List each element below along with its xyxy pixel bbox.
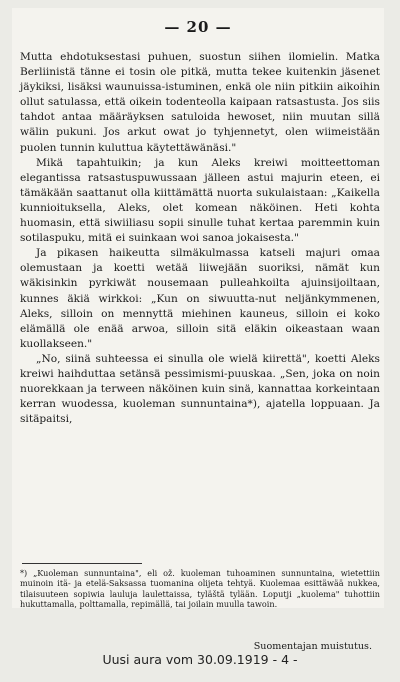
source-caption: Uusi aura vom 30.09.1919 - 4 -: [0, 652, 400, 667]
footnote-text: *) „Kuoleman sunnuntaina", eli ož. kuoleman tuhoaminen sunnuntaina, wietettiin muinoin itä- ja etelä-Saksassa tuomanina olijeta tehtyä. Kuolemaa esittäwää nukkea, tilaisuuteen sopiwia lauluja laulettaissa, tyläštä tylään. Loputji „kuolema" tuhottiin hukuttamalla, polttamalla, repimällä, tai joilain muulla tawoin.: [20, 568, 380, 610]
newspaper-page: [12, 8, 384, 652]
translator-note: Suomentajan muistutus.: [253, 641, 372, 652]
paragraph: Mikä tapahtuikin; ja kun Aleks kreiwi moitteettoman elegantissa ratsastuspuwussaan jälleen astui majurin eteen, ei tämäkään saattanut olla kiittämättä nuorta sukulaistaan: „Kaikella kunnioituksella, Aleks, olet komean näköinen. Heti kohta huomasin, että siwiiliasu sopii sinulle tuhat kertaa paremmin kuin sotilaspuku, mitä ei suinkaan woi sanoa jokaisesta.": [20, 156, 380, 245]
page-number: — 20 —: [164, 18, 232, 36]
article-body: [20, 50, 380, 427]
paragraph: „No, siinä suhteessa ei sinulla ole wielä kiirettä", koetti Aleks kreiwi haihduttaa setänsä pessimismi-puuskaa. „Sen, joka on noin nuorekkaan ja terween näköinen kuin sinä, kannattaa korkeintaan kerran wuodessa, kuoleman sunnuntaina*), ajatella loppuaan. Ja sitäpaitsi,: [20, 352, 380, 426]
paragraph: Ja pikasen haikeutta silmäkulmassa katseli majuri omaa olemustaan ja koetti wetää liiwejään suoriksi, nämät kun wäkisinkin pyrkiwät nousemaan pulleahkoilta ajuinsijoiltaan, kunnes äkiä wirkkoi: „Kun on siwuutta-nut neljänkymmenen, Aleks, silloin on mennyttä miehinen kauneus, silloin ei koko elämällä ole enää arwoa, silloin sitä eläkin oikeastaan waan kuollakseen.": [20, 247, 380, 350]
footnote: [20, 568, 380, 610]
paragraph: Mutta ehdotuksestasi puhuen, suostun siihen ilomielin. Matka Berliinistä tänne ei tosin ole pitkä, mutta tekee kuitenkin jäsenet jäykiksi, lisäksi waunuissa-istuminen, enkä ole niin pitkiin aikoihin ollut satulassa, että oikein todenteolla kaipaan ratsastusta. Jos siis tahdot antaa määräyksen satuloida hewoset, niin muutan sillä wälin pukuni. Jos arkut owat jo tyhjennetyt, olen wiimeistään puolen tunnin kuluttua käytettäwänäsi.": [20, 51, 380, 154]
footnote-divider: [22, 563, 142, 564]
